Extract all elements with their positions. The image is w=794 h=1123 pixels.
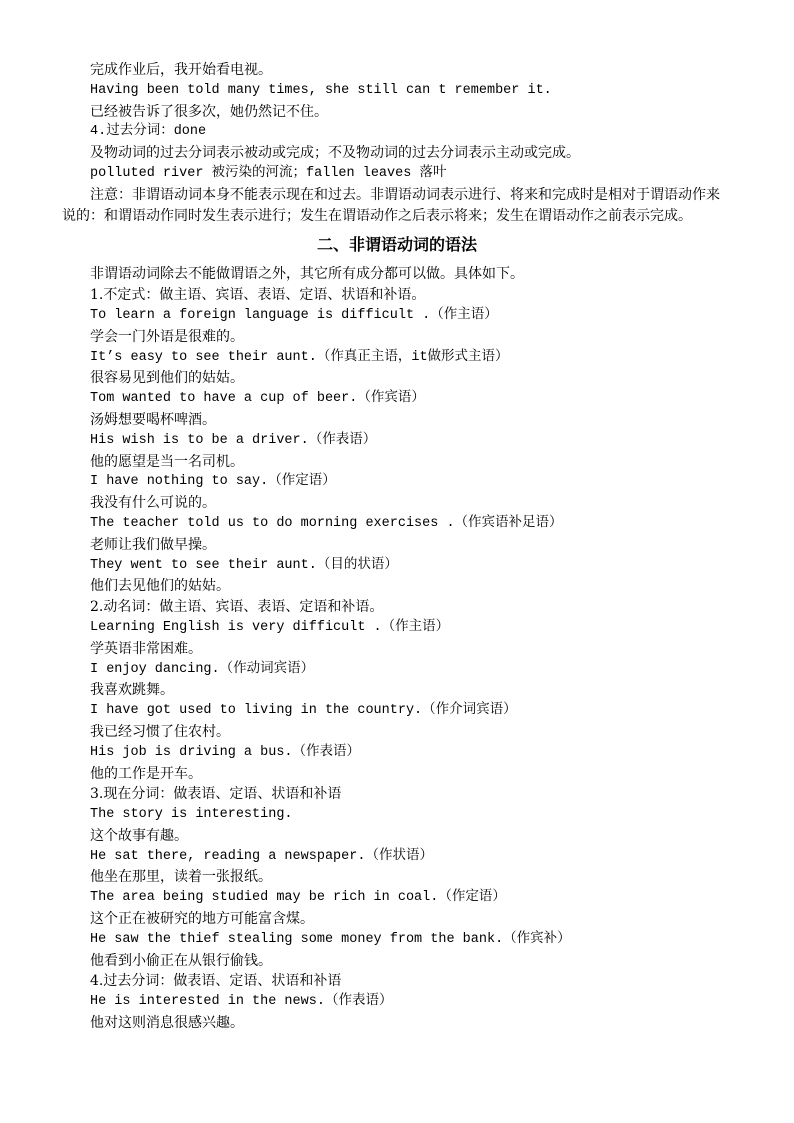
- text-line: The teacher told us to do morning exercises .（作宾语补足语）: [90, 515, 563, 531]
- text-line: 这个故事有趣。: [90, 827, 188, 844]
- text-line: 1.不定式：做主语、宾语、表语、定语、状语和补语。: [90, 287, 426, 304]
- text-line: 4.过去分词：done: [90, 124, 207, 140]
- text-line: 他对这则消息很感兴趣。: [90, 1015, 244, 1032]
- text-line: 完成作业后，我开始看电视。: [90, 62, 272, 78]
- text-line: 他看到小偷正在从银行偷钱。: [90, 952, 272, 969]
- text-line: 他们去见他们的姑姑。: [90, 578, 230, 595]
- text-line: 及物动词的过去分词表示被动或完成；不及物动词的过去分词表示主动或完成。: [90, 145, 580, 162]
- text-line: 学会一门外语是很难的。: [90, 328, 244, 345]
- text-line: Tom wanted to have a cup of beer.（作宾语）: [90, 391, 425, 407]
- text-line: Learning English is very difficult .（作主语）: [90, 619, 450, 635]
- text-line: 我喜欢跳舞。: [90, 682, 174, 699]
- text-line: He saw the thief stealing some money from the bank.（作宾补）: [90, 931, 571, 947]
- text-line: I have nothing to say.（作定语）: [90, 474, 336, 490]
- text-line: He is interested in the news.（作表语）: [90, 994, 393, 1010]
- text-line: 4.过去分词：做表语、定语、状语和补语: [90, 973, 342, 990]
- text-line: It’s easy to see their aunt.（作真正主语，it做形式主语）: [90, 349, 509, 365]
- text-line: His job is driving a bus.（作表语）: [90, 744, 361, 760]
- text-line: 老师让我们做早操。: [90, 536, 216, 553]
- section1-tail: [62, 60, 732, 185]
- text-line: 我没有什么可说的。: [90, 495, 216, 512]
- text-line: Having been told many times, she still can t remember it.: [90, 82, 552, 98]
- text-line: 很容易见到他们的姑姑。: [90, 370, 244, 387]
- text-line: 学英语非常困难。: [90, 640, 202, 657]
- section2-body: [62, 264, 732, 1033]
- text-line: 他坐在那里，读着一张报纸。: [90, 869, 272, 886]
- text-line: I enjoy dancing.（作动词宾语）: [90, 661, 315, 677]
- text-line: His wish is to be a driver.（作表语）: [90, 432, 377, 448]
- text-line: 我已经习惯了住农村。: [90, 723, 230, 740]
- text-line: 已经被告诉了很多次，她仍然记不住。: [90, 103, 328, 120]
- text-line: They went to see their aunt.（目的状语）: [90, 557, 398, 573]
- text-line: 他的工作是开车。: [90, 765, 202, 782]
- section-heading: 二、非谓语动词的语法: [316, 235, 477, 255]
- text-line: To learn a foreign language is difficult .（作主语）: [90, 307, 498, 323]
- text-line: 他的愿望是当一名司机。: [90, 453, 244, 470]
- text-line: The area being studied may be rich in coal.（作定语）: [90, 890, 506, 906]
- text-line: 非谓语动词除去不能做谓语之外，其它所有成分都可以做。具体如下。: [90, 266, 524, 283]
- text-line: polluted river 被污染的河流；fallen leaves 落叶: [90, 165, 447, 181]
- text-line: 3.现在分词：做表语、定语、状语和补语: [90, 786, 342, 803]
- note-paragraph: 注意：非谓语动词本身不能表示现在和过去。非谓语动词表示进行、将来和完成时是相对于谓语动作来说的：和谓语动作同时发生表示进行；发生在谓语动作之后表示将来；发生在谓语动作之前表示完成。: [62, 186, 720, 224]
- text-line: I have got used to living in the country.（作介词宾语）: [90, 703, 517, 719]
- text-line: 这个正在被研究的地方可能富含煤。: [90, 911, 314, 928]
- text-line: He sat there, reading a newspaper.（作状语）: [90, 848, 433, 864]
- text-line: The story is interesting.: [90, 807, 293, 823]
- text-line: 汤姆想要喝杯啤酒。: [90, 411, 216, 428]
- text-line: 2.动名词：做主语、宾语、表语、定语和补语。: [90, 599, 384, 616]
